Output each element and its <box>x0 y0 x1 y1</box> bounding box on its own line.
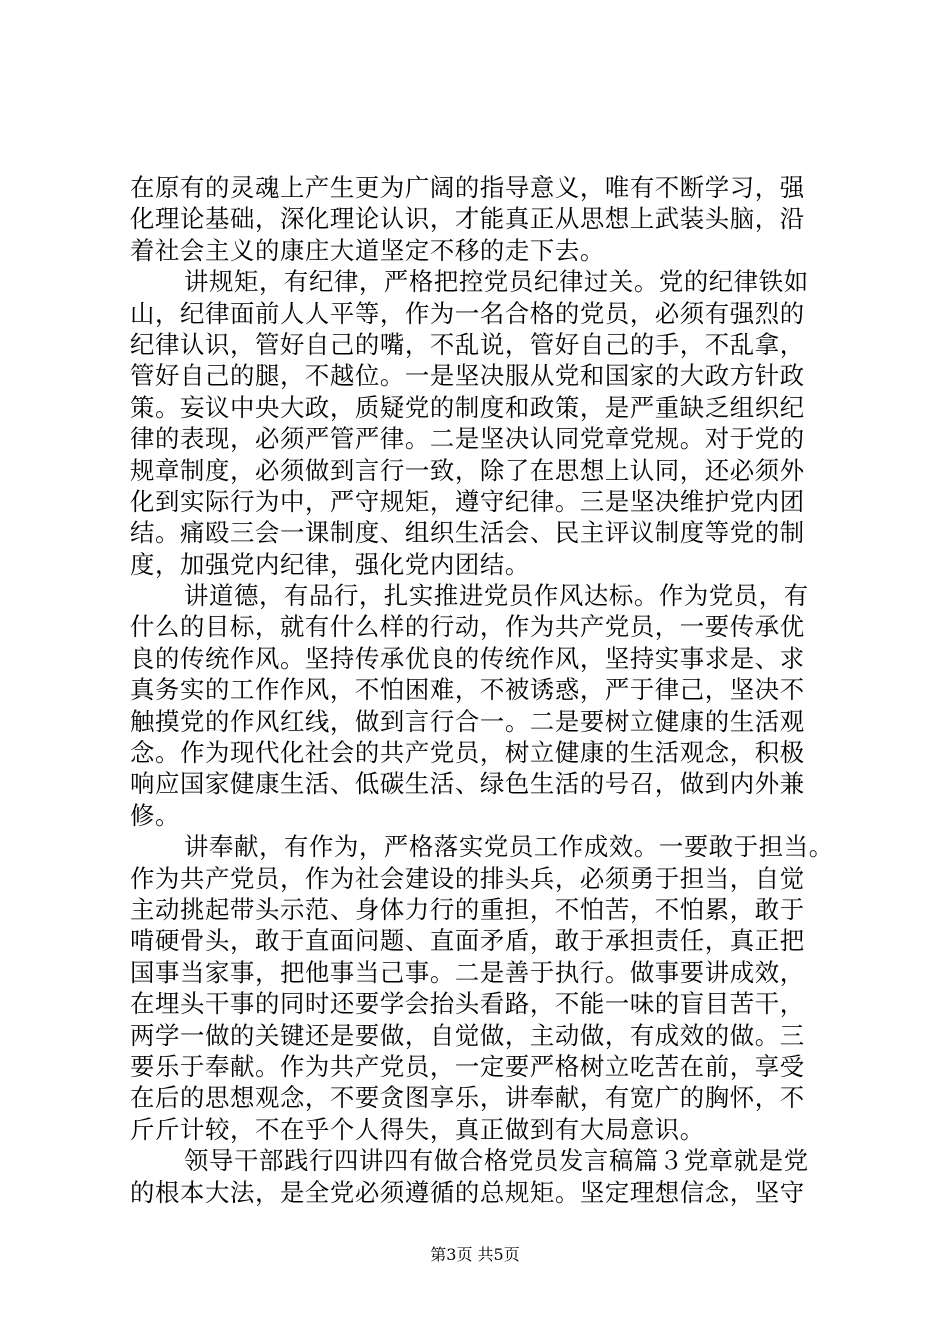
text-line: 两学一做的关键还是要做，自觉做，主动做，有成效的做。三 <box>130 1020 805 1050</box>
text-line: 响应国家健康生活、低碳生活、绿色生活的号召，做到内外兼 <box>130 769 805 799</box>
page-footer: 第3页 共5页 <box>430 1245 520 1264</box>
text-line: 化理论基础，深化理论认识，才能真正从思想上武装头脑，沿 <box>130 204 805 234</box>
text-line: 讲规矩，有纪律，严格把控党员纪律过关。党的纪律铁如 <box>184 267 809 297</box>
text-line: 修。 <box>130 800 180 830</box>
text-line: 着社会主义的康庄大道坚定不移的走下去。 <box>130 235 605 265</box>
text-line: 领导干部践行四讲四有做合格党员发言稿篇３党章就是党 <box>184 1146 809 1176</box>
text-line: 在原有的灵魂上产生更为广阔的指导意义，唯有不断学习，强 <box>130 173 805 202</box>
text-line: 要乐于奉献。作为共产党员，一定要严格树立吃苦在前，享受 <box>130 1051 805 1081</box>
text-line: 良的传统作风。坚持传承优良的传统作风，坚持实事求是、求 <box>130 643 805 673</box>
text-line: 国事当家事，把他事当己事。二是善于执行。做事要讲成效， <box>130 957 805 987</box>
text-line: 念。作为现代化社会的共产党员，树立健康的生活观念，积极 <box>130 738 805 768</box>
text-line: 主动挑起带头示范、身体力行的重担，不怕苦，不怕累，敢于 <box>130 894 805 924</box>
text-line: 纪律认识，管好自己的嘴，不乱说，管好自己的手，不乱拿， <box>130 329 805 359</box>
text-line: 在后的思想观念，不要贪图享乐，讲奉献，有宽广的胸怀，不 <box>130 1083 805 1113</box>
text-line: 度，加强党内纪律，强化党内团结。 <box>130 549 530 579</box>
text-line: 管好自己的腿，不越位。一是坚决服从党和国家的大政方针政 <box>130 361 805 391</box>
text-line: 在埋头干事的同时还要学会抬头看路，不能一味的盲目苦干， <box>130 989 805 1019</box>
text-line: 山，纪律面前人人平等，作为一名合格的党员，必须有强烈的 <box>130 298 805 328</box>
text-line: 斤斤计较，不在乎个人得失，真正做到有大局意识。 <box>130 1114 705 1144</box>
text-line: 真务实的工作作风，不怕困难，不被诱惑，严于律己，坚决不 <box>130 675 805 705</box>
text-line: 讲奉献，有作为，严格落实党员工作成效。一要敢于担当。 <box>184 832 834 862</box>
text-line: 化到实际行为中，严守规矩，遵守纪律。三是坚决维护党内团 <box>130 486 805 516</box>
text-line: 讲道德，有品行，扎实推进党员作风达标。作为党员，有 <box>184 581 809 611</box>
text-line: 规章制度，必须做到言行一致，除了在思想上认同，还必须外 <box>130 455 805 485</box>
text-line: 律的表现，必须严管严律。二是坚决认同党章党规。对于党的 <box>130 424 805 454</box>
text-line: 什么的目标，就有什么样的行动，作为共产党员，一要传承优 <box>130 612 805 642</box>
document-body <box>130 172 836 1208</box>
text-line: 啃硬骨头，敢于直面问题、直面矛盾，敢于承担责任，真正把 <box>130 926 805 956</box>
text-line: 策。妄议中央大政，质疑党的制度和政策，是严重缺乏组织纪 <box>130 392 805 422</box>
text-line: 结。痛殴三会一课制度、组织生活会、民主评议制度等党的制 <box>130 518 805 548</box>
text-line: 作为共产党员，作为社会建设的排头兵，必须勇于担当，自觉 <box>130 863 805 893</box>
text-line: 触摸党的作风红线，做到言行合一。二是要树立健康的生活观 <box>130 706 805 736</box>
text-line: 的根本大法，是全党必须遵循的总规矩。坚定理想信念，坚守 <box>130 1177 805 1207</box>
